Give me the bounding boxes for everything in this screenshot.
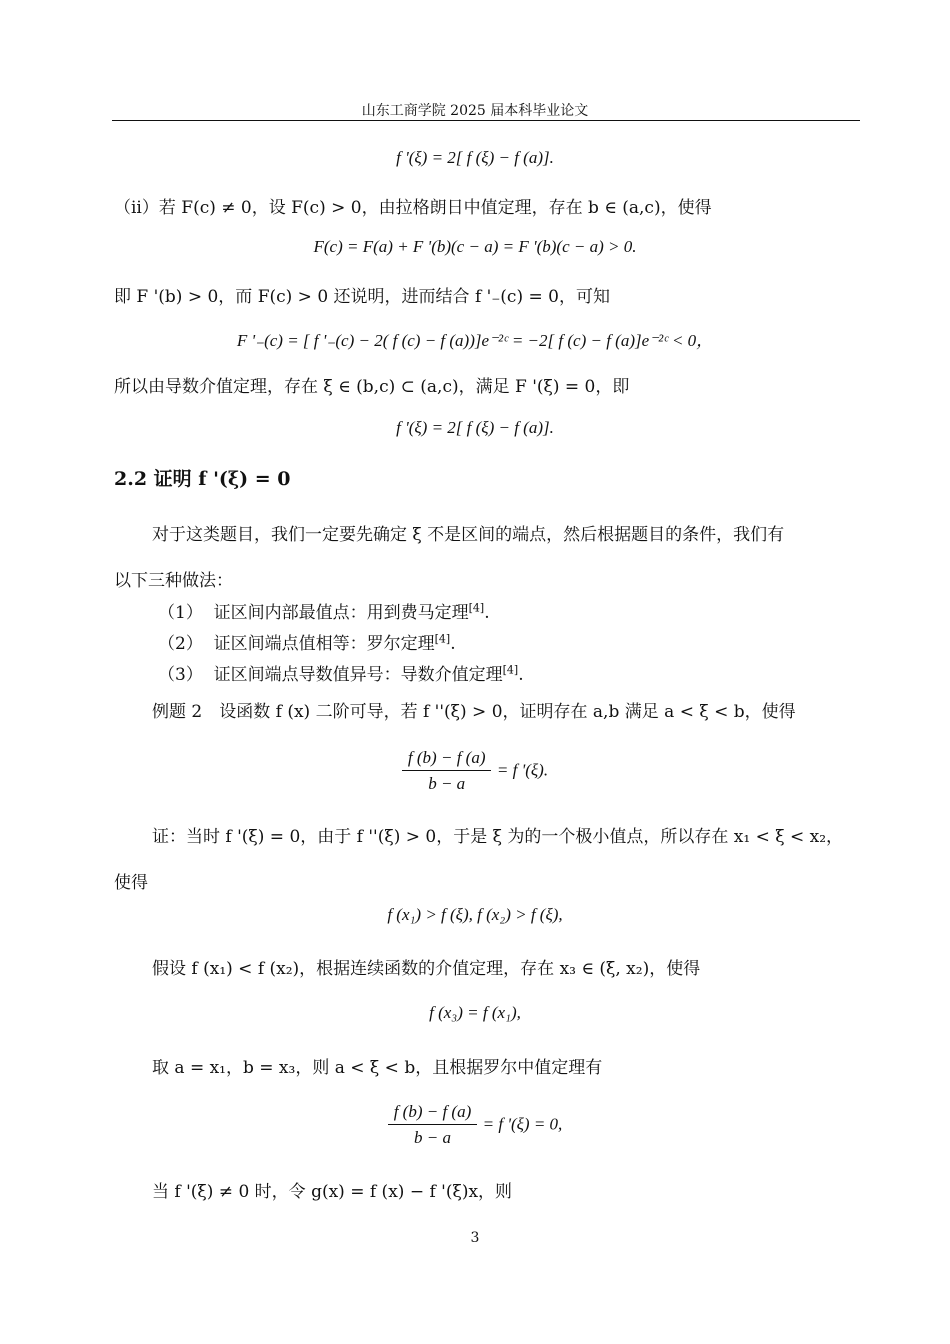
take-line: 取 a = x₁，b = x₃，则 a < ξ < b，且根据罗尔中值定理有 [152,1058,603,1078]
method-3: （3） 证区间端点导数值异号：导数介值定理[4]. [158,663,524,685]
citation: [4] [434,632,451,646]
method-3-text: 证区间端点导数值异号：导数介值定理 [213,665,503,685]
proof-line-1: 证：当时 f '(ξ) = 0，由于 f ''(ξ) > 0，于是 ξ 为的一个极小值点，所以存在 x₁ < ξ < x₂， [152,827,844,847]
equation-3: F '₋(c) = [ f '₋(c) − 2( f (c) − f (a))]e⁻²ᶜ = −2[ f (c) − f (a)]e⁻²ᶜ < 0， [236,331,714,350]
page-number: 3 [470,1230,480,1246]
method-1-number: （1） [158,603,203,623]
fraction: $\frac{f (b) - f (a)}{b - a}$ [388,1102,478,1148]
method-2-number: （2） [158,634,203,654]
text-line-3: 即 F '(b) > 0，而 F(c) > 0 还说明，进而结合 f '₋(c) = 0，可知 [114,287,610,307]
equation-2: F(c) = F(a) + F '(b)(c − a) = F '(b)(c − a) > 0. [313,237,637,256]
assumption-line: 假设 f (x₁) < f (x₂)，根据连续函数的介值定理，存在 x₃ ∈ (ξ, x₂)，使得 [152,959,701,979]
example-2-statement: 例题 2 设函数 f (x) 二阶可导，若 f ''(ξ) > 0，证明存在 a,b 满足 a < ξ < b，使得 [152,702,796,722]
method-3-number: （3） [158,665,203,685]
page-header: 山东工商学院 2025 届本科毕业论文 [361,103,589,119]
equation-5: $\frac{f (b) - f (a)}{b - a}$ = f '(ξ). [0,748,950,794]
equation-7: f (x₃) = f (x₁), [429,1003,521,1022]
method-1-text: 证区间内部最值点：用到费马定理 [213,603,469,623]
citation: [4] [468,601,485,615]
paragraph-1-cont: 以下三种做法： [114,571,233,591]
last-line: 当 f '(ξ) ≠ 0 时，令 g(x) = f (x) − f '(ξ)x，则 [152,1182,513,1202]
fraction: $\frac{f (b) - f (a)}{b - a}$ [402,748,492,794]
method-1: （1） 证区间内部最值点：用到费马定理[4]. [158,601,490,623]
paragraph-1: 对于这类题目，我们一定要先确定 ξ 不是区间的端点，然后根据题目的条件，我们有 [152,525,785,545]
method-2-text: 证区间端点值相等：罗尔定理 [213,634,435,654]
case-ii-line: （ii）若 F(c) ≠ 0，设 F(c) > 0，由拉格朗日中值定理，存在 b ∈ (a,c)，使得 [114,198,712,218]
text-line-4: 所以由导数介值定理，存在 ξ ∈ (b,c) ⊂ (a,c)，满足 F '(ξ) = 0，即 [114,377,630,397]
method-2: （2） 证区间端点值相等：罗尔定理[4]. [158,632,456,654]
equation-1: f '(ξ) = 2[ f (ξ) − f (a)]. [396,148,554,167]
header-rule [112,120,860,121]
equation-8: $\frac{f (b) - f (a)}{b - a}$ = f '(ξ) = 0, [0,1102,950,1148]
proof-line-1-cont: 使得 [114,873,148,893]
section-heading: 2.2 证明 f '(ξ) = 0 [114,468,291,490]
equation-6: f (x₁) > f (ξ), f (x₂) > f (ξ), [387,905,563,924]
citation: [4] [502,663,519,677]
equation-4: f '(ξ) = 2[ f (ξ) − f (a)]. [396,418,554,437]
